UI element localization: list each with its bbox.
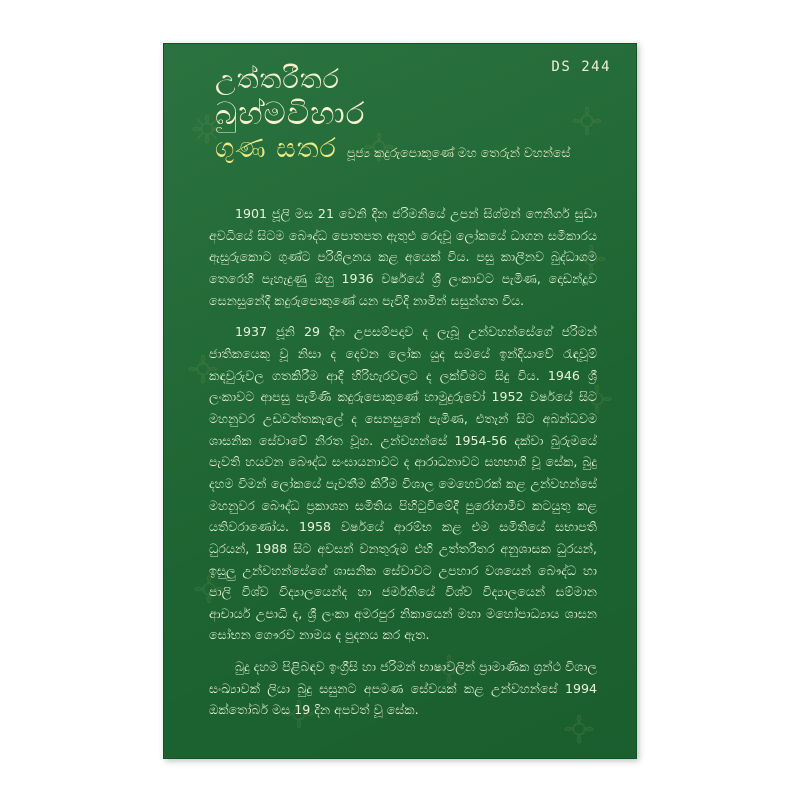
blurb-paragraph: 1901 ජූලි මස 21 වෙනි දින ජරිමනියේ උපන් සිග්මන් ෆෙනිගර් සුඩා අවධියේ සිටම බෞද්ධ පොතපත ඇතුළු රෙදවූ ලෝකයේ ධාගන සමීකාරය ඇසුරුකොට ගුණ්ට පරිශිලනය කළ අයෙක් විය. පසු කාලීනව බුද්ධාගම තෙරෙහි පැහැදුණු ඔහු 1936 වර්ෂයේ ශ්‍රී ලංකාවට පැමිණ, දොඩන්දූව සෙනසුනේදී කදුරුපොකුණේ යන පැවිදි නාමින් සසුන්ගත විය. — [209, 206, 597, 308]
catalog-code: DS 244 — [551, 59, 611, 75]
book-subtitle: පූජ්‍ය කදුරුපොකුණේ මහ තෙරුන් වහන්සේ — [346, 145, 571, 161]
cover-content — [163, 43, 637, 759]
book-title-line-3: ගුණ සතර — [215, 132, 337, 164]
back-cover-blurb — [209, 203, 597, 721]
title-block — [215, 65, 595, 164]
book-back-cover — [163, 43, 637, 759]
blurb-paragraph: බුදු දහම පිළිබඳව ඉංග්‍රීසි හා ජරිමන් භාෂාවලින් ප්‍රාමාණික ග්‍රන්ථ විශාල සංඛ්‍යාවක් ලියා බුදු සසුනට අපමණ සේවයක් කළ උන්වහන්සේ 1994 ඔක්තෝබර් මස 19 දින අපවත් වූ සේක. — [209, 659, 597, 718]
title-line-3-row — [215, 134, 595, 164]
book-title-line-1: උත්තරීතර — [215, 64, 340, 95]
blurb-paragraph: 1937 ජූනි 29 දින උපසම්පදාව ද ලැබූ උන්වහන්සේගේ ජරිමන් ජාතිකයෙකු වූ නිසා ද දෙවන ලෝක යුද සමයේ ඉන්දියාවේ රැඳවූම් කඳවුරුවල ගතකිරීම ආදී හිරිහැරවලට ද ලක්වීමට සිදු විය. 1946 ශ්‍රී ලංකාවට ආපසු පැමිණි කදුරුපොකුණේ හාමුදුරුවෝ 1952 වර්ෂයේ සිට මහනුවර උඩවත්තකැලේ ද සෙනසුනේ පැමිණ, එතැන් සිට අබන්ධවම ශාසනික සේවාවේ නිරත වූහ. උන්වහන්සේ 1954-56 දක්වා බුරුමයේ පැවති හයවන බෞද්ධ සංඝායනාවට ද ආරාධනාවට සහභාගි වූ සේක, බුදු දහම විමන් ලෝකයේ පැවතීම කිරීම විශාල මෙහෙවරක් කළ උන්වහන්සේ මහනුවර බෞද්ධ ප්‍රකාශන සමිතිය පිහිටුවිමේදී පුරෝගාමීව කටයුතු කළ යතිවරාණෝය. 1958 වර්ෂයේ ආරම්භ කළ එම සමිතියේ සභාපති ධුරයන්, 1988 සිට අවසන් වනතුරුම එහි උත්තරීතර අනුශාසක ධුරයන්, ඉසුලු උන්වහන්සේගේ ශාසනික සේවාවට උපහාර වශයෙන් බෞද්ධ හා පාලි විශ්ව විද්‍යාලයෙන්ද හා ජර්මනියේ විශ්ව විද්‍යාලයෙන් සම්මාන ආචාර්ය උපාධි ද, ශ්‍රී ලංකා අමරපුර නිකායෙන් මහා මහෝපාධ්‍යාය ශාසන සෝභන ගෞරව නාමය ද පුදනය කර ඇත. — [209, 324, 597, 643]
book-title-line-2: බුහ්මවිහාර — [215, 96, 366, 133]
